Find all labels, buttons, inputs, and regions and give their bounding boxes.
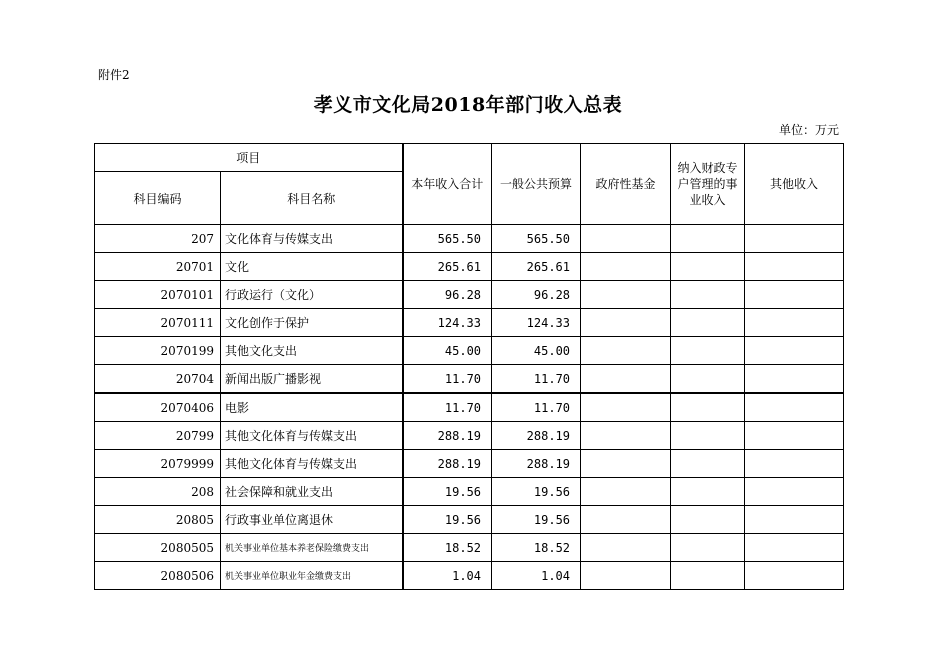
cell-code: 2079999 <box>95 450 221 478</box>
unit-label: 单位：万元 <box>778 123 839 137</box>
cell-general: 11.70 <box>492 365 581 394</box>
cell-fund <box>581 393 671 422</box>
cell-other <box>745 309 844 337</box>
cell-special <box>671 506 745 534</box>
cell-code: 2070406 <box>95 393 221 422</box>
table-row <box>95 337 844 365</box>
table-row <box>95 450 844 478</box>
header-gov-fund: 政府性基金 <box>581 144 671 225</box>
cell-special <box>671 478 745 506</box>
cell-special <box>671 450 745 478</box>
header-project: 项目 <box>95 144 403 172</box>
cell-total: 288.19 <box>403 422 492 450</box>
cell-other <box>745 365 844 394</box>
cell-other <box>745 225 844 253</box>
cell-fund <box>581 534 671 562</box>
cell-other <box>745 506 844 534</box>
cell-general: 1.04 <box>492 562 581 590</box>
cell-special <box>671 365 745 394</box>
table-row <box>95 365 844 394</box>
cell-name: 新闻出版广播影视 <box>221 365 403 394</box>
cell-name: 机关事业单位基本养老保险缴费支出 <box>221 534 403 562</box>
cell-total: 19.56 <box>403 506 492 534</box>
table-row <box>95 225 844 253</box>
cell-other <box>745 393 844 422</box>
cell-general: 124.33 <box>492 309 581 337</box>
cell-name: 行政事业单位离退休 <box>221 506 403 534</box>
cell-name: 社会保障和就业支出 <box>221 478 403 506</box>
header-code: 科目编码 <box>95 172 221 225</box>
cell-other <box>745 562 844 590</box>
revenue-table <box>94 143 844 590</box>
cell-other <box>745 253 844 281</box>
cell-general: 19.56 <box>492 478 581 506</box>
cell-other <box>745 534 844 562</box>
table-row <box>95 506 844 534</box>
table-row <box>95 253 844 281</box>
cell-name: 行政运行（文化） <box>221 281 403 309</box>
cell-general: 565.50 <box>492 225 581 253</box>
cell-name: 其他文化体育与传媒支出 <box>221 422 403 450</box>
cell-other <box>745 478 844 506</box>
cell-fund <box>581 309 671 337</box>
table-row <box>95 393 844 422</box>
cell-general: 288.19 <box>492 422 581 450</box>
header-other: 其他收入 <box>745 144 844 225</box>
cell-total: 18.52 <box>403 534 492 562</box>
cell-fund <box>581 253 671 281</box>
cell-total: 124.33 <box>403 309 492 337</box>
cell-code: 20799 <box>95 422 221 450</box>
cell-code: 2070111 <box>95 309 221 337</box>
cell-code: 208 <box>95 478 221 506</box>
attachment-label: 附件2 <box>98 68 130 82</box>
cell-code: 2080505 <box>95 534 221 562</box>
table-row <box>95 422 844 450</box>
table-row <box>95 281 844 309</box>
cell-fund <box>581 478 671 506</box>
header-special-account: 纳入财政专户管理的事业收入 <box>671 144 745 225</box>
header-general-budget: 一般公共预算 <box>492 144 581 225</box>
cell-fund <box>581 225 671 253</box>
cell-code: 20805 <box>95 506 221 534</box>
cell-fund <box>581 422 671 450</box>
cell-name: 机关事业单位职业年金缴费支出 <box>221 562 403 590</box>
cell-code: 207 <box>95 225 221 253</box>
cell-total: 45.00 <box>403 337 492 365</box>
cell-fund <box>581 450 671 478</box>
cell-other <box>745 422 844 450</box>
cell-special <box>671 534 745 562</box>
cell-total: 11.70 <box>403 393 492 422</box>
cell-other <box>745 337 844 365</box>
cell-general: 11.70 <box>492 393 581 422</box>
cell-fund <box>581 365 671 394</box>
cell-general: 265.61 <box>492 253 581 281</box>
table-row <box>95 309 844 337</box>
cell-code: 2070101 <box>95 281 221 309</box>
cell-other <box>745 450 844 478</box>
cell-special <box>671 225 745 253</box>
cell-code: 20701 <box>95 253 221 281</box>
cell-special <box>671 422 745 450</box>
cell-other <box>745 281 844 309</box>
cell-code: 20704 <box>95 365 221 394</box>
cell-special <box>671 281 745 309</box>
table-row <box>95 478 844 506</box>
cell-fund <box>581 337 671 365</box>
cell-name: 其他文化体育与传媒支出 <box>221 450 403 478</box>
cell-name: 文化 <box>221 253 403 281</box>
cell-special <box>671 253 745 281</box>
cell-total: 11.70 <box>403 365 492 394</box>
page-title: 孝义市文化局2018年部门收入总表 <box>313 94 623 116</box>
cell-name: 电影 <box>221 393 403 422</box>
cell-general: 288.19 <box>492 450 581 478</box>
cell-general: 18.52 <box>492 534 581 562</box>
cell-fund <box>581 562 671 590</box>
table-row <box>95 534 844 562</box>
cell-total: 265.61 <box>403 253 492 281</box>
cell-general: 96.28 <box>492 281 581 309</box>
cell-code: 2070199 <box>95 337 221 365</box>
cell-special <box>671 562 745 590</box>
cell-total: 288.19 <box>403 450 492 478</box>
cell-name: 文化创作于保护 <box>221 309 403 337</box>
cell-total: 1.04 <box>403 562 492 590</box>
cell-general: 45.00 <box>492 337 581 365</box>
cell-general: 19.56 <box>492 506 581 534</box>
cell-special <box>671 393 745 422</box>
cell-total: 565.50 <box>403 225 492 253</box>
table-row <box>95 562 844 590</box>
cell-special <box>671 337 745 365</box>
header-name: 科目名称 <box>221 172 403 225</box>
cell-fund <box>581 281 671 309</box>
cell-special <box>671 309 745 337</box>
cell-name: 其他文化支出 <box>221 337 403 365</box>
cell-fund <box>581 506 671 534</box>
cell-name: 文化体育与传媒支出 <box>221 225 403 253</box>
header-total: 本年收入合计 <box>403 144 492 225</box>
cell-total: 96.28 <box>403 281 492 309</box>
cell-code: 2080506 <box>95 562 221 590</box>
cell-total: 19.56 <box>403 478 492 506</box>
